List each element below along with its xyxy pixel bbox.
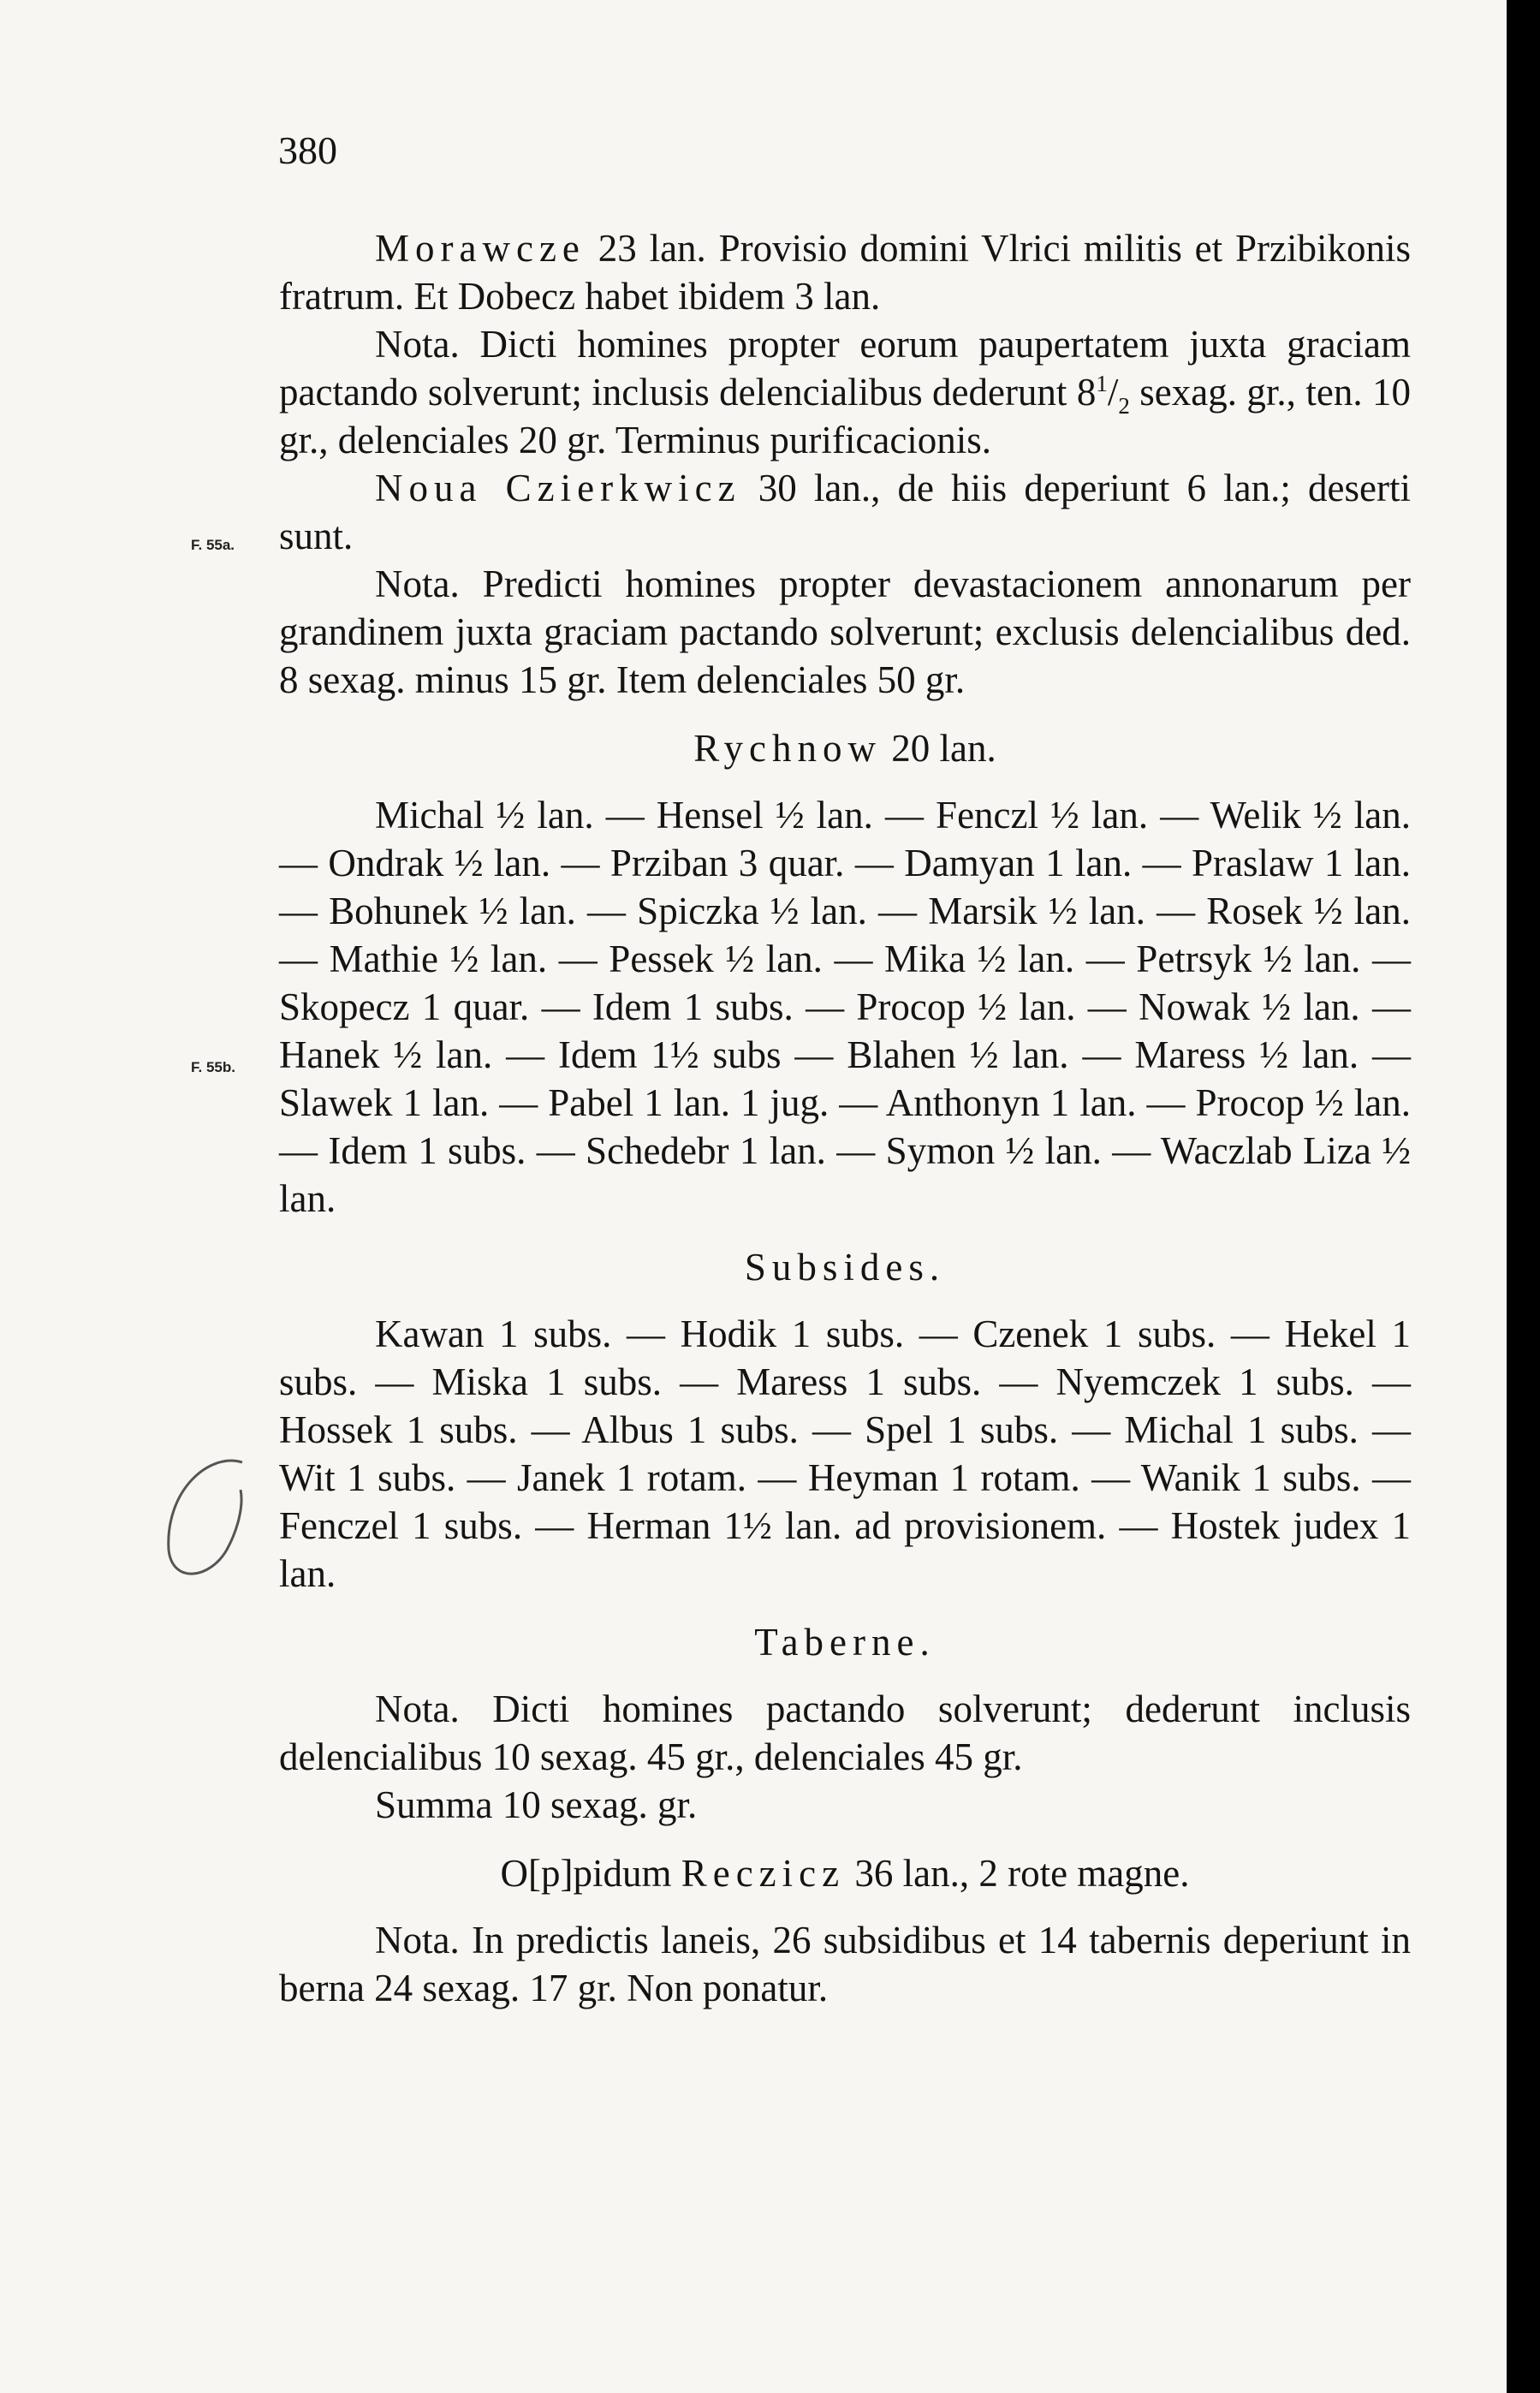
entry-text: 23 lan. Provisio domini Vlrici militis et Przibikonis fratrum. Et Dobecz habet ibidem 3 lan.	[279, 227, 1411, 318]
place-name: Reczicz	[681, 1852, 846, 1895]
summa-line: Summa 10 sexag. gr.	[375, 1783, 698, 1826]
heading-text: 36 lan., 2 rote magne.	[845, 1852, 1190, 1895]
nota-taberne: Nota. Dicti homines pactando solverunt; dederunt inclusis delencialibus 10 sexag. 45 gr., delenciales 45 gr.	[279, 1688, 1411, 1778]
entry-morawcze	[279, 224, 1411, 320]
place-name: Noua Czierkwicz	[375, 467, 741, 509]
fraction-numerator: 1	[1096, 371, 1108, 396]
place-name: Morawcze	[375, 227, 586, 270]
section-title: Taberne.	[754, 1621, 936, 1664]
nota-text: Dicti homines propter eorum paupertatem juxta graciam pactando solverunt; inclusis delencialibus dederunt 8	[279, 323, 1411, 414]
subsides-list: Kawan 1 subs. — Hodik 1 subs. — Czenek 1 subs. — Hekel 1 subs. — Miska 1 subs. — Maress 1 subs. — Nyemczek 1 subs. — Hossek 1 subs. — Albus 1 subs. — Spel 1 subs. — Michal 1 subs. — Wit 1 subs. — Janek 1 rotam. — Heyman 1 rotam. — Wanik 1 subs. — Fenczel 1 subs. — Herman 1½ lan. ad provisionem. — Hostek judex 1 lan.	[279, 1313, 1411, 1595]
place-name: Rychnow	[693, 727, 882, 770]
margin-folio-note: F. 55b.	[191, 1059, 235, 1075]
nota-noua-czierkwicz	[279, 560, 1411, 704]
section-title: Subsides.	[744, 1246, 946, 1289]
scan-border	[1507, 0, 1540, 2393]
margin-folio-note: F. 55a.	[191, 537, 235, 553]
heading-text: 20 lan.	[881, 727, 996, 770]
page-number: 380	[278, 128, 337, 172]
fraction-denominator: 2	[1118, 393, 1130, 419]
document-body	[279, 224, 1411, 2012]
nota-text-cont: sexag. gr., ten. 10 gr., delenciales 20 gr. Terminus purificacionis.	[279, 371, 1411, 461]
nota-text: Predicti homines propter devastacionem annonarum per grandinem juxta graciam pactando solverunt; exclusis delencialibus ded. 8 sexag. minus 15 gr. Item delenciales 50 gr.	[279, 563, 1411, 701]
heading-reczicz	[279, 1849, 1411, 1897]
rychnow-tenant-list: Michal ½ lan. — Hensel ½ lan. — Fenczl ½ lan. — Welik ½ lan. — Ondrak ½ lan. — Prziban 3 quar. — Damyan 1 lan. — Praslaw 1 lan. — Bohunek ½ lan. — Spiczka ½ lan. — Marsik ½ lan. — Rosek ½ lan. — Mathie ½ lan. — Pessek ½ lan. — Mika ½ lan. — Petrsyk ½ lan. — Skopecz 1 quar. — Idem 1 subs. — Procop ½ lan. — Nowak ½ lan. — Hanek ½ lan. — Idem 1½ subs — Blahen ½ lan. — Maress ½ lan. — Slawek 1 lan. — Pabel 1 lan. 1 jug. — Anthonyn 1 lan. — Procop ½ lan. — Idem 1 subs. — Schedebr 1 lan. — Symon ½ lan. — Waczlab Liza ½ lan.	[279, 794, 1411, 1220]
pencil-circle-mark	[158, 1455, 261, 1592]
nota-label: Nota.	[375, 323, 460, 366]
heading-subsides	[279, 1243, 1411, 1291]
heading-prefix: O[p]pidum	[500, 1852, 681, 1895]
heading-rychnow	[279, 724, 1411, 772]
entry-text: 30 lan., de hiis deperiunt 6 lan.; deserti sunt.	[279, 467, 1411, 557]
nota-reczicz: Nota. In predictis laneis, 26 subsidibus et 14 tabernis deperiunt in berna 24 sexag. 17 gr. Non ponatur.	[279, 1919, 1411, 2009]
nota-morawcze: Nota. Dicti homines propter eorum paupertatem juxta graciam pactando solverunt; inclusis delencialibus dederunt $8^1/_2$ sexag. gr., ten. 10 gr., delenciales 20 gr. Terminus purificacionis.	[279, 323, 1411, 461]
nota-label: Nota.	[375, 563, 460, 605]
heading-taberne	[279, 1618, 1411, 1666]
entry-noua-czierkwicz	[279, 464, 1411, 560]
